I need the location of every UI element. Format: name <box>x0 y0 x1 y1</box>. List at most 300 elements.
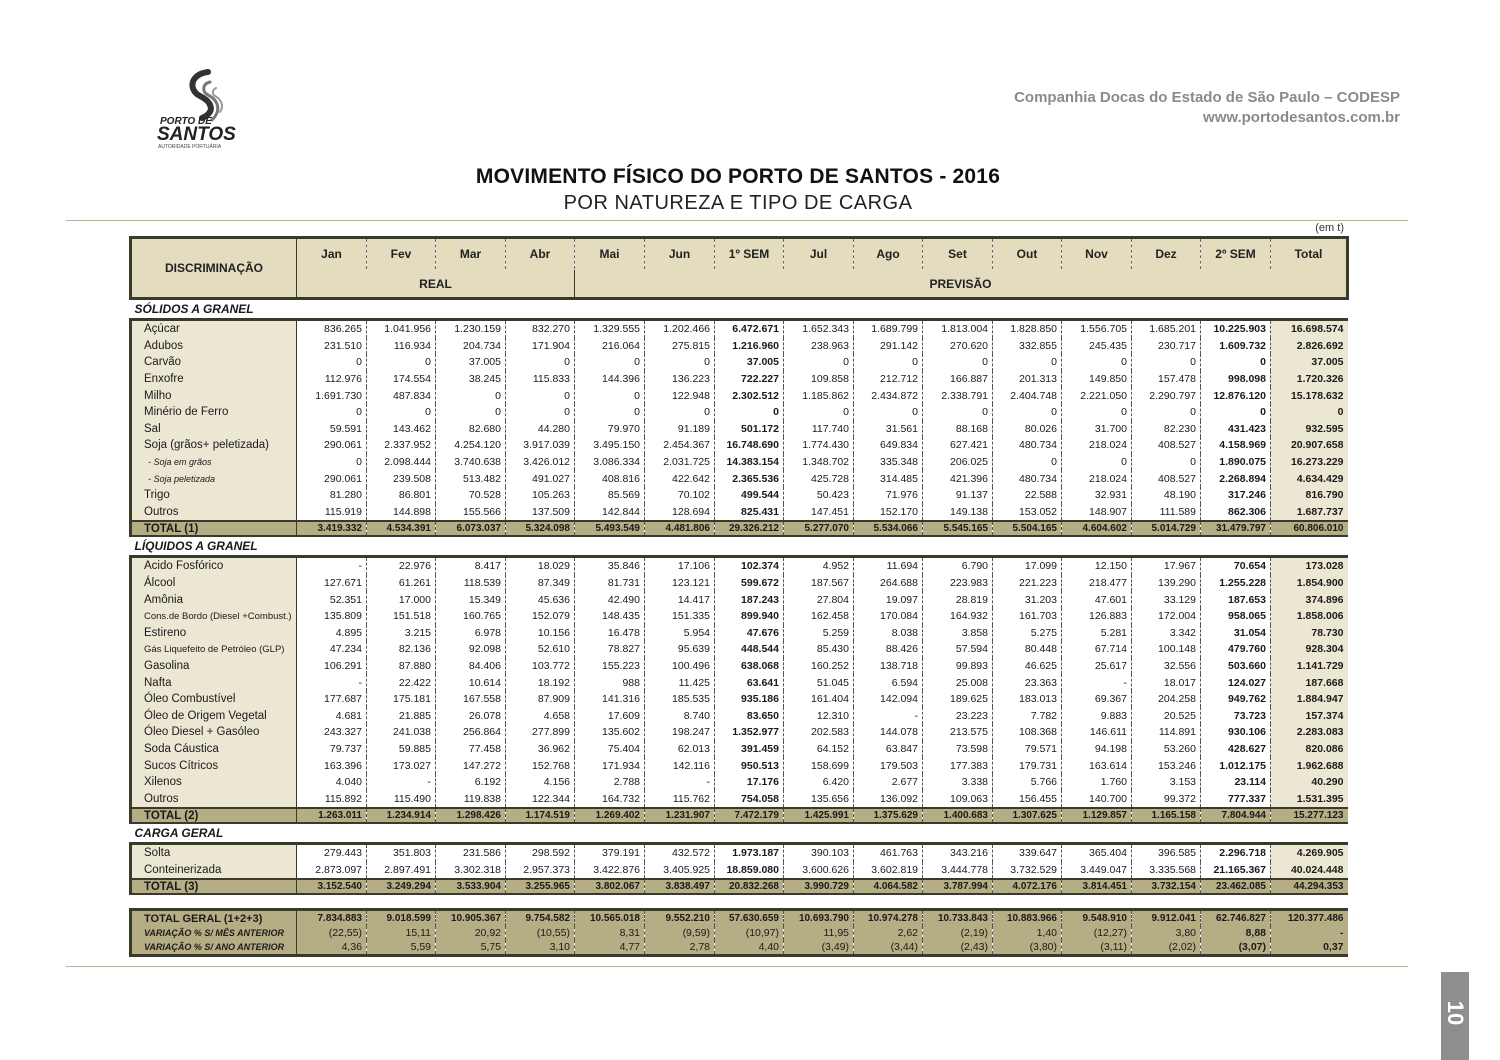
table-row <box>131 862 1348 880</box>
table-cell: 1.962.688 <box>1271 757 1348 774</box>
table-cell: 143.462 <box>367 421 436 438</box>
table-cell: 12.150 <box>1062 557 1132 575</box>
month-header: 1º SEM <box>715 238 784 270</box>
row-label: VARIAÇÃO % S/ ANO ANTERIOR <box>131 940 297 956</box>
table-cell: 431.423 <box>1201 421 1271 438</box>
previsao-header: PREVISÃO <box>575 270 1348 299</box>
table-cell: 239.508 <box>367 470 436 487</box>
table-cell: 38.245 <box>436 371 506 388</box>
table-cell: 5.493.549 <box>575 521 645 536</box>
table-cell: 2.031.725 <box>645 454 715 471</box>
table-cell: 108.368 <box>993 724 1062 741</box>
table-cell: 4.158.969 <box>1201 437 1271 454</box>
table-cell: 432.572 <box>645 844 715 862</box>
row-label: Nafta <box>131 674 297 691</box>
table-cell: 151.518 <box>367 608 436 625</box>
table-cell: 499.544 <box>715 487 784 504</box>
row-label: Adubos <box>131 338 297 355</box>
table-cell: 0 <box>367 404 436 421</box>
table-cell: 0 <box>1201 354 1271 371</box>
table-cell: 4.064.582 <box>854 879 923 894</box>
table-cell: 25.008 <box>923 674 993 691</box>
table-cell: 117.740 <box>784 421 854 438</box>
table-cell: 1.375.629 <box>854 808 923 823</box>
month-header: Mai <box>575 238 645 270</box>
table-cell: 75.404 <box>575 741 645 758</box>
month-header: Jun <box>645 238 715 270</box>
table-cell: 0 <box>436 387 506 404</box>
table-cell: 374.896 <box>1271 591 1348 608</box>
table-cell: 231.510 <box>297 338 367 355</box>
table-cell: 4.040 <box>297 774 367 791</box>
table-cell: 5.954 <box>645 625 715 642</box>
table-cell: 3.338 <box>923 774 993 791</box>
table-cell: 1.041.956 <box>367 320 436 338</box>
table-cell: 206.025 <box>923 454 993 471</box>
table-cell: 163.614 <box>1062 757 1132 774</box>
table-cell: 202.583 <box>784 724 854 741</box>
table-cell: 1.425.991 <box>784 808 854 823</box>
grand-total-row <box>131 910 1348 927</box>
row-label: Milho <box>131 387 297 404</box>
table-cell: 136.223 <box>645 371 715 388</box>
table-row <box>131 741 1348 758</box>
table-cell: 0 <box>1132 404 1201 421</box>
table-cell: 109.063 <box>923 790 993 808</box>
table-cell: 487.834 <box>367 387 436 404</box>
table-cell: (2,19) <box>923 926 993 940</box>
table-cell: 21.885 <box>367 707 436 724</box>
table-cell: 172.004 <box>1132 608 1201 625</box>
table-cell: 36.962 <box>506 741 575 758</box>
table-cell: 930.106 <box>1201 724 1271 741</box>
table-cell: 998.098 <box>1201 371 1271 388</box>
table-cell: 20.832.268 <box>715 879 784 894</box>
table-cell: 156.455 <box>993 790 1062 808</box>
table-cell: 8.417 <box>436 557 506 575</box>
table-cell: 79.970 <box>575 421 645 438</box>
table-cell: 17.106 <box>645 557 715 575</box>
table-cell: 70.654 <box>1201 557 1271 575</box>
table-cell: 155.223 <box>575 658 645 675</box>
table-cell: 37.005 <box>436 354 506 371</box>
table-cell: - <box>1062 674 1132 691</box>
table-cell: 119.838 <box>436 790 506 808</box>
table-cell: 73.723 <box>1201 707 1271 724</box>
table-cell: 379.191 <box>575 844 645 862</box>
table-cell: 0 <box>645 404 715 421</box>
table-cell: (12,27) <box>1062 926 1132 940</box>
table-cell: 82.680 <box>436 421 506 438</box>
table-cell: 218.477 <box>1062 575 1132 592</box>
table-cell: 103.772 <box>506 658 575 675</box>
table-cell: 201.313 <box>993 371 1062 388</box>
table-cell: 0 <box>506 404 575 421</box>
table-cell: 1.012.175 <box>1201 757 1271 774</box>
row-label: Álcool <box>131 575 297 592</box>
table-row <box>131 371 1348 388</box>
table-cell: 949.762 <box>1201 691 1271 708</box>
table-cell: 9.018.599 <box>367 910 436 927</box>
table-cell: 33.129 <box>1132 591 1201 608</box>
table-cell: 480.734 <box>993 437 1062 454</box>
table-cell: 32.931 <box>1062 487 1132 504</box>
table-cell: 80.026 <box>993 421 1062 438</box>
table-cell: 22.976 <box>367 557 436 575</box>
company-name: Companhia Docas do Estado de São Paulo – CODESP <box>1014 89 1400 106</box>
table-cell: 11.425 <box>645 674 715 691</box>
table-cell: 189.625 <box>923 691 993 708</box>
table-cell: 256.864 <box>436 724 506 741</box>
table-cell: 4,77 <box>575 940 645 956</box>
table-cell: 501.172 <box>715 421 784 438</box>
table-cell: 4.604.602 <box>1062 521 1132 536</box>
table-cell: 167.558 <box>436 691 506 708</box>
table-cell: 1.556.705 <box>1062 320 1132 338</box>
month-header: Ago <box>854 238 923 270</box>
table-cell: 31.203 <box>993 591 1062 608</box>
section-title: CARGA GERAL <box>131 823 1348 844</box>
table-cell: 46.625 <box>993 658 1062 675</box>
table-cell: 141.316 <box>575 691 645 708</box>
table-cell: (10,97) <box>715 926 784 940</box>
table-cell: 7.834.883 <box>297 910 367 927</box>
table-cell: 5.277.070 <box>784 521 854 536</box>
table-cell: 390.103 <box>784 844 854 862</box>
table-cell: 2.290.797 <box>1132 387 1201 404</box>
table-cell: 513.482 <box>436 470 506 487</box>
table-cell: 5.545.165 <box>923 521 993 536</box>
table-cell: 408.527 <box>1132 470 1201 487</box>
table-cell: 1.141.729 <box>1271 658 1348 675</box>
table-cell: 45.636 <box>506 591 575 608</box>
table-cell: - <box>367 774 436 791</box>
table-cell: 116.934 <box>367 338 436 355</box>
table-cell: 365.404 <box>1062 844 1132 862</box>
table-cell: 128.694 <box>645 504 715 522</box>
table-cell: 12.876.120 <box>1201 387 1271 404</box>
table-row <box>131 404 1348 421</box>
table-cell: 0 <box>1271 404 1348 421</box>
table-row <box>131 338 1348 355</box>
table-cell: 1.234.914 <box>367 808 436 823</box>
table-cell: 1.858.006 <box>1271 608 1348 625</box>
table-cell: 100.496 <box>645 658 715 675</box>
table-cell: 1.973.187 <box>715 844 784 862</box>
table-cell: 17.967 <box>1132 557 1201 575</box>
table-cell: 421.396 <box>923 470 993 487</box>
table-cell: 754.058 <box>715 790 784 808</box>
month-header-row <box>131 238 1348 270</box>
table-cell: 2.454.367 <box>645 437 715 454</box>
table-cell: 231.586 <box>436 844 506 862</box>
table-cell: 118.539 <box>436 575 506 592</box>
table-cell: 6.073.037 <box>436 521 506 536</box>
table-cell: 3.602.819 <box>854 862 923 880</box>
table-cell: 153.052 <box>993 504 1062 522</box>
table-cell: 2.677 <box>854 774 923 791</box>
table-cell: 213.575 <box>923 724 993 741</box>
table-cell: 52.351 <box>297 591 367 608</box>
table-cell: 6.472.671 <box>715 320 784 338</box>
table-cell: 218.024 <box>1062 437 1132 454</box>
table-cell: 173.028 <box>1271 557 1348 575</box>
table-cell: 152.079 <box>506 608 575 625</box>
table-cell: 4.072.176 <box>993 879 1062 894</box>
table-cell: 126.883 <box>1062 608 1132 625</box>
table-cell: 2.897.491 <box>367 862 436 880</box>
company-website: www.portodesantos.com.br <box>1203 109 1400 126</box>
table-cell: 9.912.041 <box>1132 910 1201 927</box>
real-header: REAL <box>297 270 575 299</box>
month-header: Jul <box>784 238 854 270</box>
table-cell: 396.585 <box>1132 844 1201 862</box>
table-cell: 11,95 <box>784 926 854 940</box>
row-label: Óleo Diesel + Gasóleo <box>131 724 297 741</box>
table-cell: 20.907.658 <box>1271 437 1348 454</box>
row-label: VARIAÇÃO % S/ MÊS ANTERIOR <box>131 926 297 940</box>
table-cell: 52.610 <box>506 641 575 658</box>
table-cell: (2,02) <box>1132 940 1201 956</box>
table-cell: 18.029 <box>506 557 575 575</box>
table-row <box>131 470 1348 487</box>
row-label: Outros <box>131 504 297 522</box>
table-cell: 40.024.448 <box>1271 862 1348 880</box>
table-cell: 187.668 <box>1271 674 1348 691</box>
table-cell: 0 <box>367 354 436 371</box>
table-cell: 1.348.702 <box>784 454 854 471</box>
table-cell: 0 <box>1132 354 1201 371</box>
disc-header: DISCRIMINAÇÃO <box>131 238 297 299</box>
table-cell: 153.246 <box>1132 757 1201 774</box>
table-cell: 44.294.353 <box>1271 879 1348 894</box>
table-cell: 5.324.098 <box>506 521 575 536</box>
table-cell: 160.252 <box>784 658 854 675</box>
row-label: - Soja em grãos <box>131 454 297 471</box>
table-cell: 16.273.229 <box>1271 454 1348 471</box>
table-cell: 428.627 <box>1201 741 1271 758</box>
logo-text-autoridade: AUTORIDADE PORTUÁRIA <box>158 144 222 150</box>
table-cell: 1.216.960 <box>715 338 784 355</box>
table-cell: 4.681 <box>297 707 367 724</box>
table-cell: 3.342 <box>1132 625 1201 642</box>
table-cell: 4.269.905 <box>1271 844 1348 862</box>
table-cell: 351.803 <box>367 844 436 862</box>
table-cell: 48.190 <box>1132 487 1201 504</box>
section-header-row <box>131 823 1348 844</box>
table-cell: 174.554 <box>367 371 436 388</box>
logo-graphic <box>150 68 260 152</box>
table-cell: 87.909 <box>506 691 575 708</box>
table-cell: 3.533.904 <box>436 879 506 894</box>
table-cell: 14.383.154 <box>715 454 784 471</box>
table-cell: 161.404 <box>784 691 854 708</box>
table-cell: 935.186 <box>715 691 784 708</box>
table-cell: 314.485 <box>854 470 923 487</box>
table-cell: 77.458 <box>436 741 506 758</box>
row-label: Acido Fosfórico <box>131 557 297 575</box>
section-header-row <box>131 536 1348 557</box>
table-cell: 3.215 <box>367 625 436 642</box>
table-cell: 2.268.894 <box>1201 470 1271 487</box>
month-header: Fev <box>367 238 436 270</box>
table-row <box>131 790 1348 808</box>
table-cell: 1.202.466 <box>645 320 715 338</box>
table-cell: 1.854.900 <box>1271 575 1348 592</box>
table-cell: 79.737 <box>297 741 367 758</box>
table-cell: 17.176 <box>715 774 784 791</box>
table-cell: 166.887 <box>923 371 993 388</box>
table-cell: 152.170 <box>854 504 923 522</box>
table-cell: 5,75 <box>436 940 506 956</box>
table-cell: 777.337 <box>1201 790 1271 808</box>
table-cell: 112.976 <box>297 371 367 388</box>
table-cell: 198.247 <box>645 724 715 741</box>
table-cell: 88.168 <box>923 421 993 438</box>
table-cell: 10.974.278 <box>854 910 923 927</box>
table-cell: 0 <box>297 454 367 471</box>
table-cell: 10.565.018 <box>575 910 645 927</box>
table-cell: 1.129.857 <box>1062 808 1132 823</box>
table-cell: 99.372 <box>1132 790 1201 808</box>
table-row <box>131 757 1348 774</box>
table-cell: 179.731 <box>993 757 1062 774</box>
table-cell: 0 <box>1132 454 1201 471</box>
table-cell: 2.338.791 <box>923 387 993 404</box>
table-cell: 825.431 <box>715 504 784 522</box>
table-cell: 2.873.097 <box>297 862 367 880</box>
table-cell: 148.435 <box>575 608 645 625</box>
table-cell: 3.302.318 <box>436 862 506 880</box>
table-row <box>131 421 1348 438</box>
spacer-cell <box>131 894 1348 910</box>
table-cell: 100.148 <box>1132 641 1201 658</box>
table-cell: 0 <box>506 354 575 371</box>
section-total-row <box>131 879 1348 894</box>
table-cell: 60.806.010 <box>1271 521 1348 536</box>
table-cell: 115.833 <box>506 371 575 388</box>
table-cell: 3.814.451 <box>1062 879 1132 894</box>
table-cell: 3.255.965 <box>506 879 575 894</box>
table-cell: 69.367 <box>1062 691 1132 708</box>
table-cell: 115.490 <box>367 790 436 808</box>
table-cell: 3.600.626 <box>784 862 854 880</box>
row-label: Trigo <box>131 487 297 504</box>
table-cell: 44.280 <box>506 421 575 438</box>
table-cell: 722.227 <box>715 371 784 388</box>
table-row <box>131 641 1348 658</box>
table-cell: 31.561 <box>854 421 923 438</box>
table-cell: 9.552.210 <box>645 910 715 927</box>
table-cell: 20.525 <box>1132 707 1201 724</box>
table-cell: 2.365.536 <box>715 470 784 487</box>
table-cell: 1.720.326 <box>1271 371 1348 388</box>
table-cell: 0 <box>1062 354 1132 371</box>
page-title: MOVIMENTO FÍSICO DO PORTO DE SANTOS - 2016 <box>475 165 1001 188</box>
table-cell: 82.136 <box>367 641 436 658</box>
table-cell: 6.790 <box>923 557 993 575</box>
table-cell: 142.116 <box>645 757 715 774</box>
table-cell: 155.566 <box>436 504 506 522</box>
table-cell: 3.495.150 <box>575 437 645 454</box>
table-row <box>131 707 1348 724</box>
table-cell: 179.503 <box>854 757 923 774</box>
table-cell: 17.000 <box>367 591 436 608</box>
table-cell: 71.976 <box>854 487 923 504</box>
table-cell: 20,92 <box>436 926 506 940</box>
table-cell: 3.787.994 <box>923 879 993 894</box>
table-cell: 148.907 <box>1062 504 1132 522</box>
table-cell: 59.591 <box>297 421 367 438</box>
table-cell: 1.165.158 <box>1132 808 1201 823</box>
table-cell: 10.883.966 <box>993 910 1062 927</box>
table-cell: 21.165.367 <box>1201 862 1271 880</box>
table-cell: 238.963 <box>784 338 854 355</box>
total-label: TOTAL (1) <box>131 521 297 536</box>
table-cell: 627.421 <box>923 437 993 454</box>
table-cell: 0 <box>993 354 1062 371</box>
row-label: Solta <box>131 844 297 862</box>
table-cell: 3.449.047 <box>1062 862 1132 880</box>
table-cell: 1.652.343 <box>784 320 854 338</box>
table-cell: 157.374 <box>1271 707 1348 724</box>
table-cell: 2,62 <box>854 926 923 940</box>
table-cell: 19.097 <box>854 591 923 608</box>
table-cell: 3.917.039 <box>506 437 575 454</box>
month-header: Dez <box>1132 238 1201 270</box>
table-cell: 0 <box>1062 404 1132 421</box>
table-cell: 160.765 <box>436 608 506 625</box>
table-cell: 204.734 <box>436 338 506 355</box>
table-cell: 1.307.625 <box>993 808 1062 823</box>
table-cell: 4,36 <box>297 940 367 956</box>
table-cell: 479.760 <box>1201 641 1271 658</box>
table-cell: 3.419.332 <box>297 521 367 536</box>
table-cell: 144.396 <box>575 371 645 388</box>
table-cell: 0 <box>993 454 1062 471</box>
table-cell: (3,80) <box>993 940 1062 956</box>
table-cell: 84.406 <box>436 658 506 675</box>
table-cell: 958.065 <box>1201 608 1271 625</box>
table-cell: 2.788 <box>575 774 645 791</box>
table-cell: 408.527 <box>1132 437 1201 454</box>
row-label: TOTAL GERAL (1+2+3) <box>131 910 297 927</box>
table-cell: 115.919 <box>297 504 367 522</box>
table-cell: 23.462.085 <box>1201 879 1271 894</box>
table-cell: 425.728 <box>784 470 854 487</box>
table-cell: 82.230 <box>1132 421 1201 438</box>
table-row <box>131 487 1348 504</box>
table-cell: 7.472.179 <box>715 808 784 823</box>
section-title: SÓLIDOS A GRANEL <box>131 299 1348 320</box>
table-cell: 270.620 <box>923 338 993 355</box>
table-cell: 391.459 <box>715 741 784 758</box>
row-label: Xilenos <box>131 774 297 791</box>
table-row <box>131 674 1348 691</box>
table-cell: 78.827 <box>575 641 645 658</box>
table-cell: 17.099 <box>993 557 1062 575</box>
table-cell: 47.676 <box>715 625 784 642</box>
table-cell: 1.760 <box>1062 774 1132 791</box>
table-cell: 1.689.799 <box>854 320 923 338</box>
table-cell: 3.335.568 <box>1132 862 1201 880</box>
table-cell: 832.270 <box>506 320 575 338</box>
table-cell: 649.834 <box>854 437 923 454</box>
table-cell: 57.594 <box>923 641 993 658</box>
table-cell: 3.086.334 <box>575 454 645 471</box>
table-cell: 40.290 <box>1271 774 1348 791</box>
table-row <box>131 658 1348 675</box>
